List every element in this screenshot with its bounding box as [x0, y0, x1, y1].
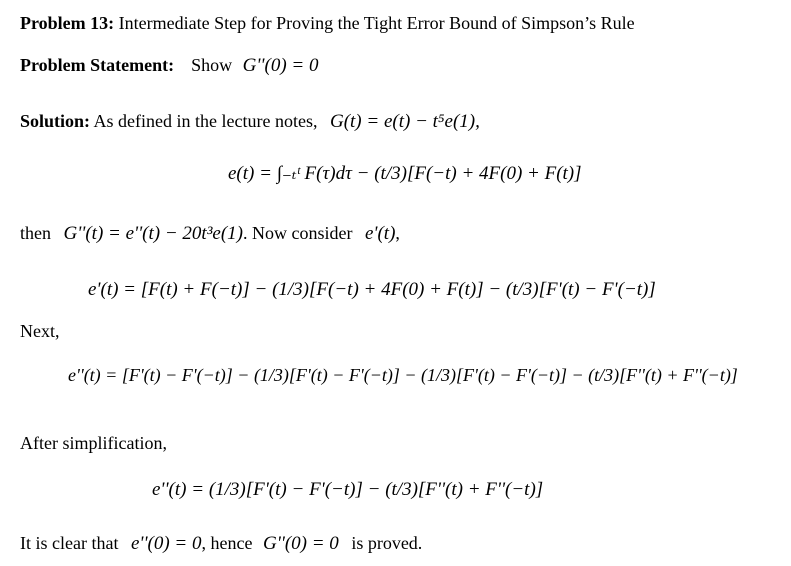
problem-statement-text: Show [191, 55, 233, 75]
conclusion-mid: , hence [201, 533, 253, 553]
simplified-equation: e''(t) = (1/3)[F'(t) − F'(−t)] − (t/3)[F''(t) + F''(−t)] [152, 479, 544, 500]
problem-title [20, 14, 635, 32]
conclusion-post: is proved. [351, 533, 423, 553]
e-double-prime-equation: e''(t) = [F'(t) − F'(−t)] − (1/3)[F'(t) − F'(−t)] − (1/3)[F'(t) − F'(−t)] − (t/3)[F''(t) + F''(−t)] [68, 365, 738, 385]
then-word: then [20, 223, 51, 243]
solution-label: Solution: [20, 111, 91, 131]
e-zero-equation: e''(0) = 0 [130, 533, 202, 554]
g-zero-equation: G''(0) = 0 [262, 533, 339, 554]
g-definition: G(t) = e(t) − t⁵e(1), [329, 111, 480, 132]
problem-title-text: Intermediate Step for Proving the Tight Error Bound of Simpson’s Rule [114, 13, 635, 33]
goal-equation: G''(0) = 0 [242, 55, 319, 76]
solution-intro [20, 112, 480, 131]
g-second-derivative: G''(t) = e''(t) − 20t³e(1) [63, 223, 243, 244]
after-simplification-label: After simplification, [20, 433, 167, 453]
next-label: Next, [20, 321, 60, 341]
e-prime-equation: e'(t) = [F(t) + F(−t)] − (1/3)[F(−t) + 4F(0) + F(t)] − (t/3)[F'(t) − F'(−t)] [88, 279, 656, 300]
then-line: then G''(t) = e''(t) − 20t³e(1). Now consider e'(t), [20, 223, 400, 244]
conclusion-pre: It is clear that [20, 533, 119, 553]
solution-text: As defined in the lecture notes, [93, 111, 318, 131]
problem-statement [20, 56, 318, 75]
problem-statement-label: Problem Statement: [20, 55, 175, 75]
now-consider-text: . Now consider [242, 223, 353, 243]
problem-number: Problem 13: [20, 13, 115, 33]
e-definition: e(t) = ∫₋ₜᵗ F(τ)dτ − (t/3)[F(−t) + 4F(0) + F(t)] [228, 163, 582, 184]
conclusion [20, 534, 422, 553]
